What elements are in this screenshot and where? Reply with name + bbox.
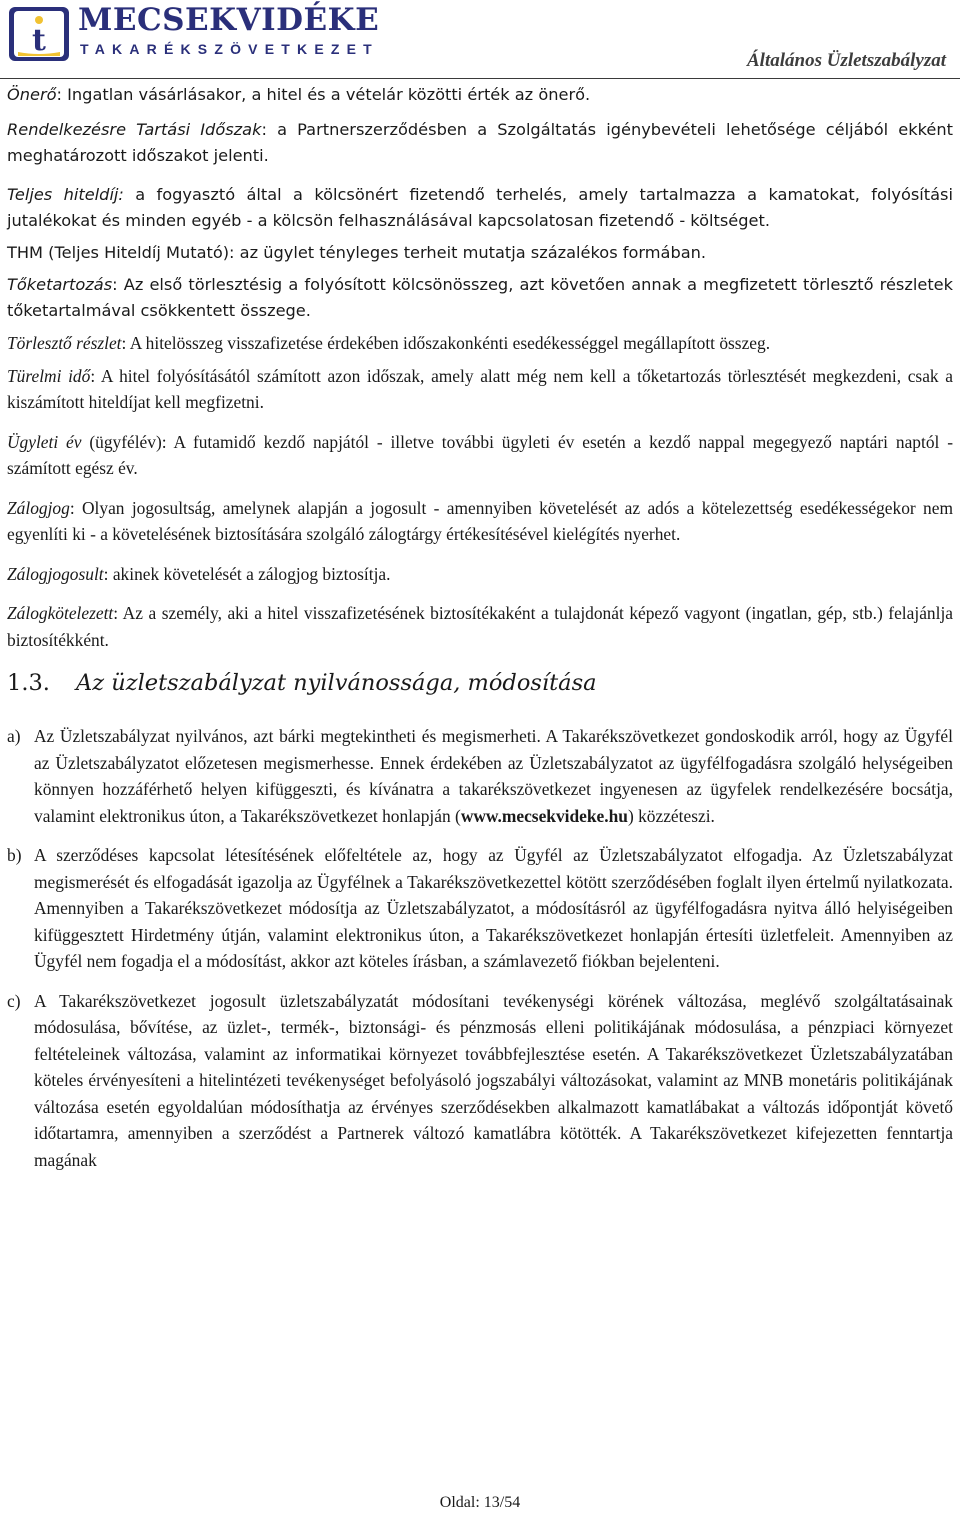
definition-term: Ügyleti év — [7, 431, 82, 452]
definition-turelmi-ido — [7, 363, 953, 416]
list-item-text: A szerződéses kapcsolat létesítésének előfeltétele az, hogy az Ügyfél az Üzletszabályzatot elfogadja. Az Üzletszabályzat megismerését és elfogadását igazolja az Ügyfélnek a Takarékszövetkezettel kötött szerződésében foglalt ilyen értelmű nyilatkozata. Amennyiben a Takarékszövetkezet módosítja az Üzletszabályzatot, a módosításról az ügyfélfogadásra nyitva álló helyiségeiben kifüggesztett Hirdetmény útján, valamint elektronikus úton, a Takarékszövetkezet honlapján értesíti üzletfeleit. Amennyiben az Ügyfél nem fogadja el a módosítást, akkor azt köteles írásban, a számlavezető fiókban bejelenteni. — [34, 845, 953, 971]
list-item-text — [34, 723, 953, 829]
list-item-letter: c) — [7, 990, 21, 1011]
definition-term: Türelmi idő — [7, 365, 91, 386]
list-item-c — [7, 988, 953, 1174]
list-item-b — [7, 842, 953, 975]
list-item-text: A Takarékszövetkezet jogosult üzletszabályzatát módosítani tevékenységi körének változása, meglévő szolgáltatásainak módosulása, bővítése, az üzlet-, termék-, biztonsági- és pénzmosás elleni politikájának módosulása, a pénzpiaci környezet feltételeinek változása, valamint az informatikai környezet továbbfejlesztése esetén. A Takarékszövetkezet Üzletszabályzatában köteles érvényesíteni a hitelintézeti tevékenységet befolyásoló jogszabályi változásokat, valamint az MNB monetáris politikájának változása esetén egyoldalúan módosíthatja az érvényes szerződésekben alkalmazott kamatlábakat a változás időpontját követő időtartamra, amennyiben a szerződést a Partnerek változó kamatlábra kötötték. A Takarékszövetkezet kifejezetten fenntartja magának — [34, 990, 953, 1170]
website-link[interactable]: www.mecsekvideke.hu — [460, 805, 628, 826]
definition-term: Önerő — [7, 85, 57, 104]
list-item-letter: a) — [7, 726, 21, 746]
definition-onero — [7, 82, 953, 108]
brand-name: MECSEKVIDÉKE — [78, 2, 380, 38]
definition-term: Törlesztő részlet — [7, 333, 122, 353]
definition-text: : Az a személy, aki a hitel visszafizetésének biztosítékaként a tulajdonát képező vagyont (ingatlan, gép, stb.) felajánlja biztosítékként. — [7, 603, 953, 650]
document-title: Általános Üzletszabályzat — [747, 50, 946, 71]
definition-term: Rendelkezésre Tartási Időszak — [7, 120, 262, 139]
section-number: 1.3. — [7, 670, 50, 696]
definition-text: a fogyasztó által a kölcsönért fizetendő terhelés, amely tartalmazza a kamatokat, folyósítási jutalékokat és minden egyéb - a kölcsön felhasználásával kapcsolatosan fizetendő - költséget. — [7, 185, 953, 230]
definition-term: Tőketartozás — [7, 275, 113, 294]
definition-text: : akinek követelését a zálogjog biztosítja. — [103, 563, 391, 584]
definition-rendelkezesre-tartasi-idoszak — [7, 117, 953, 169]
takarek-logo-icon — [8, 6, 70, 62]
svg-text:t: t — [32, 23, 46, 58]
definition-term: Zálogkötelezett — [7, 603, 114, 623]
list-item-text-end: ) közzéteszi. — [627, 805, 715, 826]
definition-text: : a Partnerszerződésben a Szolgáltatás igénybevételi lehetősége céljából ekként meghatározott időszakot jelenti. — [7, 120, 954, 165]
definition-teljes-hiteldij — [7, 182, 953, 234]
definition-term: Zálogjogosult — [7, 563, 104, 584]
definition-zalogkotelezett — [7, 600, 953, 653]
definition-torleszto-reszlet — [7, 330, 953, 357]
definition-text: THM (Teljes Hiteldíj Mutató): az ügylet tényleges terheit mutatja százalékos formában. — [7, 243, 707, 262]
definition-term: Teljes hiteldíj: — [7, 185, 124, 204]
list-item-text-start: Az Üzletszabályzat nyilvános, azt bárki megtekintheti és megismerheti. A Takarékszövetkezet gondoskodik arról, hogy az Ügyfél az Üzletszabályzatot előzetesen megismerhesse. Ennek érdekében az Üzletszabályzatot az ügyfélfogadásra szolgáló helységeiben könnyen hozzáférhető helyen kifüggeszti, és kívánatra a takarékszövetkezet ingyenesen az ügyfelek rendelkezésére bocsátja, valamint elektronikus úton, a Takarékszövetkezet honlapján ( — [34, 726, 953, 826]
definition-thm — [7, 240, 953, 266]
page-header — [0, 0, 960, 84]
definition-text: : Ingatlan vásárlásakor, a hitel és a vételár közötti érték az önerő. — [56, 85, 591, 104]
header-divider — [0, 78, 960, 79]
definition-zalogjogosult — [7, 561, 953, 588]
list-item-a — [7, 723, 953, 829]
page-content — [7, 82, 953, 1186]
page-footer: Oldal: 13/54 — [439, 1494, 521, 1511]
definition-text: : A hitel folyósításától számított azon időszak, amely alatt még nem kell a tőketartozás törlesztését megkezdeni, csak a kiszámított hiteldíjat kell megfizetni. — [7, 365, 953, 412]
definition-zalogjog — [7, 495, 953, 548]
definition-text: : A hitelösszeg visszafizetése érdekében időszakonkénti esedékességgel megállapított összeg. — [121, 333, 771, 353]
definition-text: : Az első törlesztésig a folyósított kölcsönösszeg, azt követően annak a megfizetett törlesztő részletek tőketartalmával csökkentett összege. — [7, 275, 953, 320]
definition-text: : Olyan jogosultság, amelynek alapján a jogosult - amennyiben követelését az adós a kötelezettség esedékességekor nem egyenlíti ki - a követelésének biztosítására szolgáló zálogtárgy értékesítésével kielégítés nyerhet. — [7, 497, 953, 544]
definition-term: Zálogjog — [7, 497, 70, 518]
section-title: Az üzletszabályzat nyilvánossága, módosítása — [76, 670, 597, 696]
list-item-letter: b) — [7, 845, 22, 865]
definition-ugyleti-ev — [7, 429, 953, 482]
section-heading — [7, 665, 953, 701]
brand-subtitle: TAKARÉKSZÖVETKEZET — [80, 41, 379, 57]
definition-text: (ügyfélév): A futamidő kezdő napjától - illetve további ügyleti év esetén a kezdő nappal megegyező naptári naptól - számított egész év. — [7, 431, 953, 478]
definition-toketartozas — [7, 272, 953, 324]
